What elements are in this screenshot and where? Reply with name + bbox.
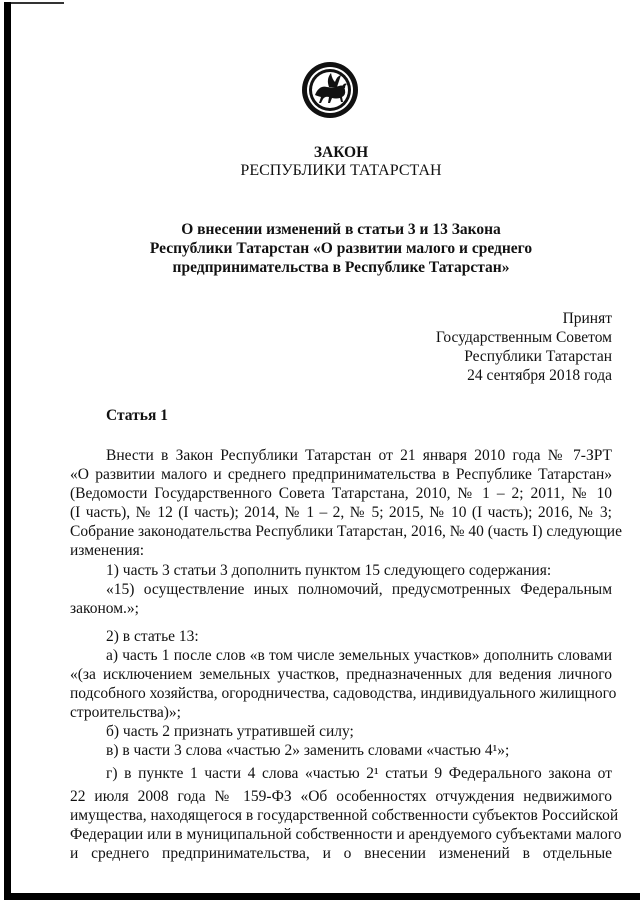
body-text-line: Федерации или в муниципальной собственности и арендуемого субъектами малого bbox=[70, 826, 622, 843]
law-title-line: О внесении изменений в статьи 3 и 13 Закона bbox=[181, 221, 501, 238]
law-label: ЗАКОН bbox=[313, 144, 369, 161]
body-text-line: подсобного хозяйства, огородничества, садоводства, индивидуального жилищного bbox=[70, 685, 617, 702]
body-text-line: (I часть), № 12 (I часть); 2014, № 1 – 2, № 5; 2015, № 10 (I часть); 2016, № 3; bbox=[70, 504, 612, 521]
body-text-line: и среднего предпринимательства, и о внесении изменений в отдельные bbox=[70, 845, 612, 862]
body-text-line: б) часть 2 признать утратившей силу; bbox=[106, 723, 354, 740]
body-text-line: Собрание законодательства Республики Татарстан, 2016, № 40 (часть I) следующие bbox=[70, 523, 622, 540]
body-text-line: (Ведомости Государственного Совета Татарстана, 2010, № 1 – 2; 2011, № 10 bbox=[70, 485, 612, 502]
body-text-line: 1) часть 3 статьи 3 дополнить пунктом 15 следующего содержания: bbox=[106, 562, 552, 579]
body-text-line: «О развитии малого и среднего предпринимательства в Республике Татарстан» bbox=[70, 466, 612, 483]
body-text-line: «15) осуществление иных полномочий, предусмотренных Федеральным bbox=[106, 581, 612, 598]
body-text-line: 2) в статье 13: bbox=[106, 628, 199, 645]
scan-border-top bbox=[4, 2, 64, 4]
republic-label: РЕСПУБЛИКИ ТАТАРСТАН bbox=[240, 162, 442, 179]
scan-border-left bbox=[4, 2, 11, 900]
body-text-line: в) в части 3 слова «частью 2» заменить словами «частью 4¹»; bbox=[106, 742, 510, 759]
adoption-line: Государственным Советом bbox=[435, 329, 612, 346]
body-text-line: имущества, находящегося в государственной собственности субъектов Российской bbox=[70, 807, 619, 824]
coat-of-arms-emblem-icon bbox=[301, 61, 359, 119]
adoption-line: Принят bbox=[562, 310, 612, 327]
body-text-line: законом.»; bbox=[70, 600, 139, 617]
scan-border-bottom bbox=[4, 893, 640, 900]
body-text-line: «(за исключением земельных участков, предназначенных для ведения личного bbox=[70, 666, 612, 683]
adoption-line: Республики Татарстан bbox=[464, 348, 612, 365]
body-text-line: 22 июля 2008 года № 159-ФЗ «Об особенностях отчуждения недвижимого bbox=[70, 788, 612, 805]
body-text-line: а) часть 1 после слов «в том числе земельных участков» дополнить словами bbox=[106, 647, 612, 664]
law-title-line: Республики Татарстан «О развитии малого и среднего bbox=[149, 240, 533, 257]
body-text-line: изменения: bbox=[70, 542, 145, 559]
law-title-line: предпринимательства в Республике Татарстан» bbox=[172, 259, 510, 276]
adoption-date: 24 сентября 2018 года bbox=[467, 367, 612, 384]
article-heading: Статья 1 bbox=[106, 407, 168, 424]
body-text-line: Внести в Закон Республики Татарстан от 21 января 2010 года № 7-ЗРТ bbox=[106, 447, 612, 464]
body-text-line: строительства)»; bbox=[70, 704, 181, 721]
body-text-line: г) в пункте 1 части 4 слова «частью 2¹ статьи 9 Федерального закона от bbox=[106, 765, 612, 782]
